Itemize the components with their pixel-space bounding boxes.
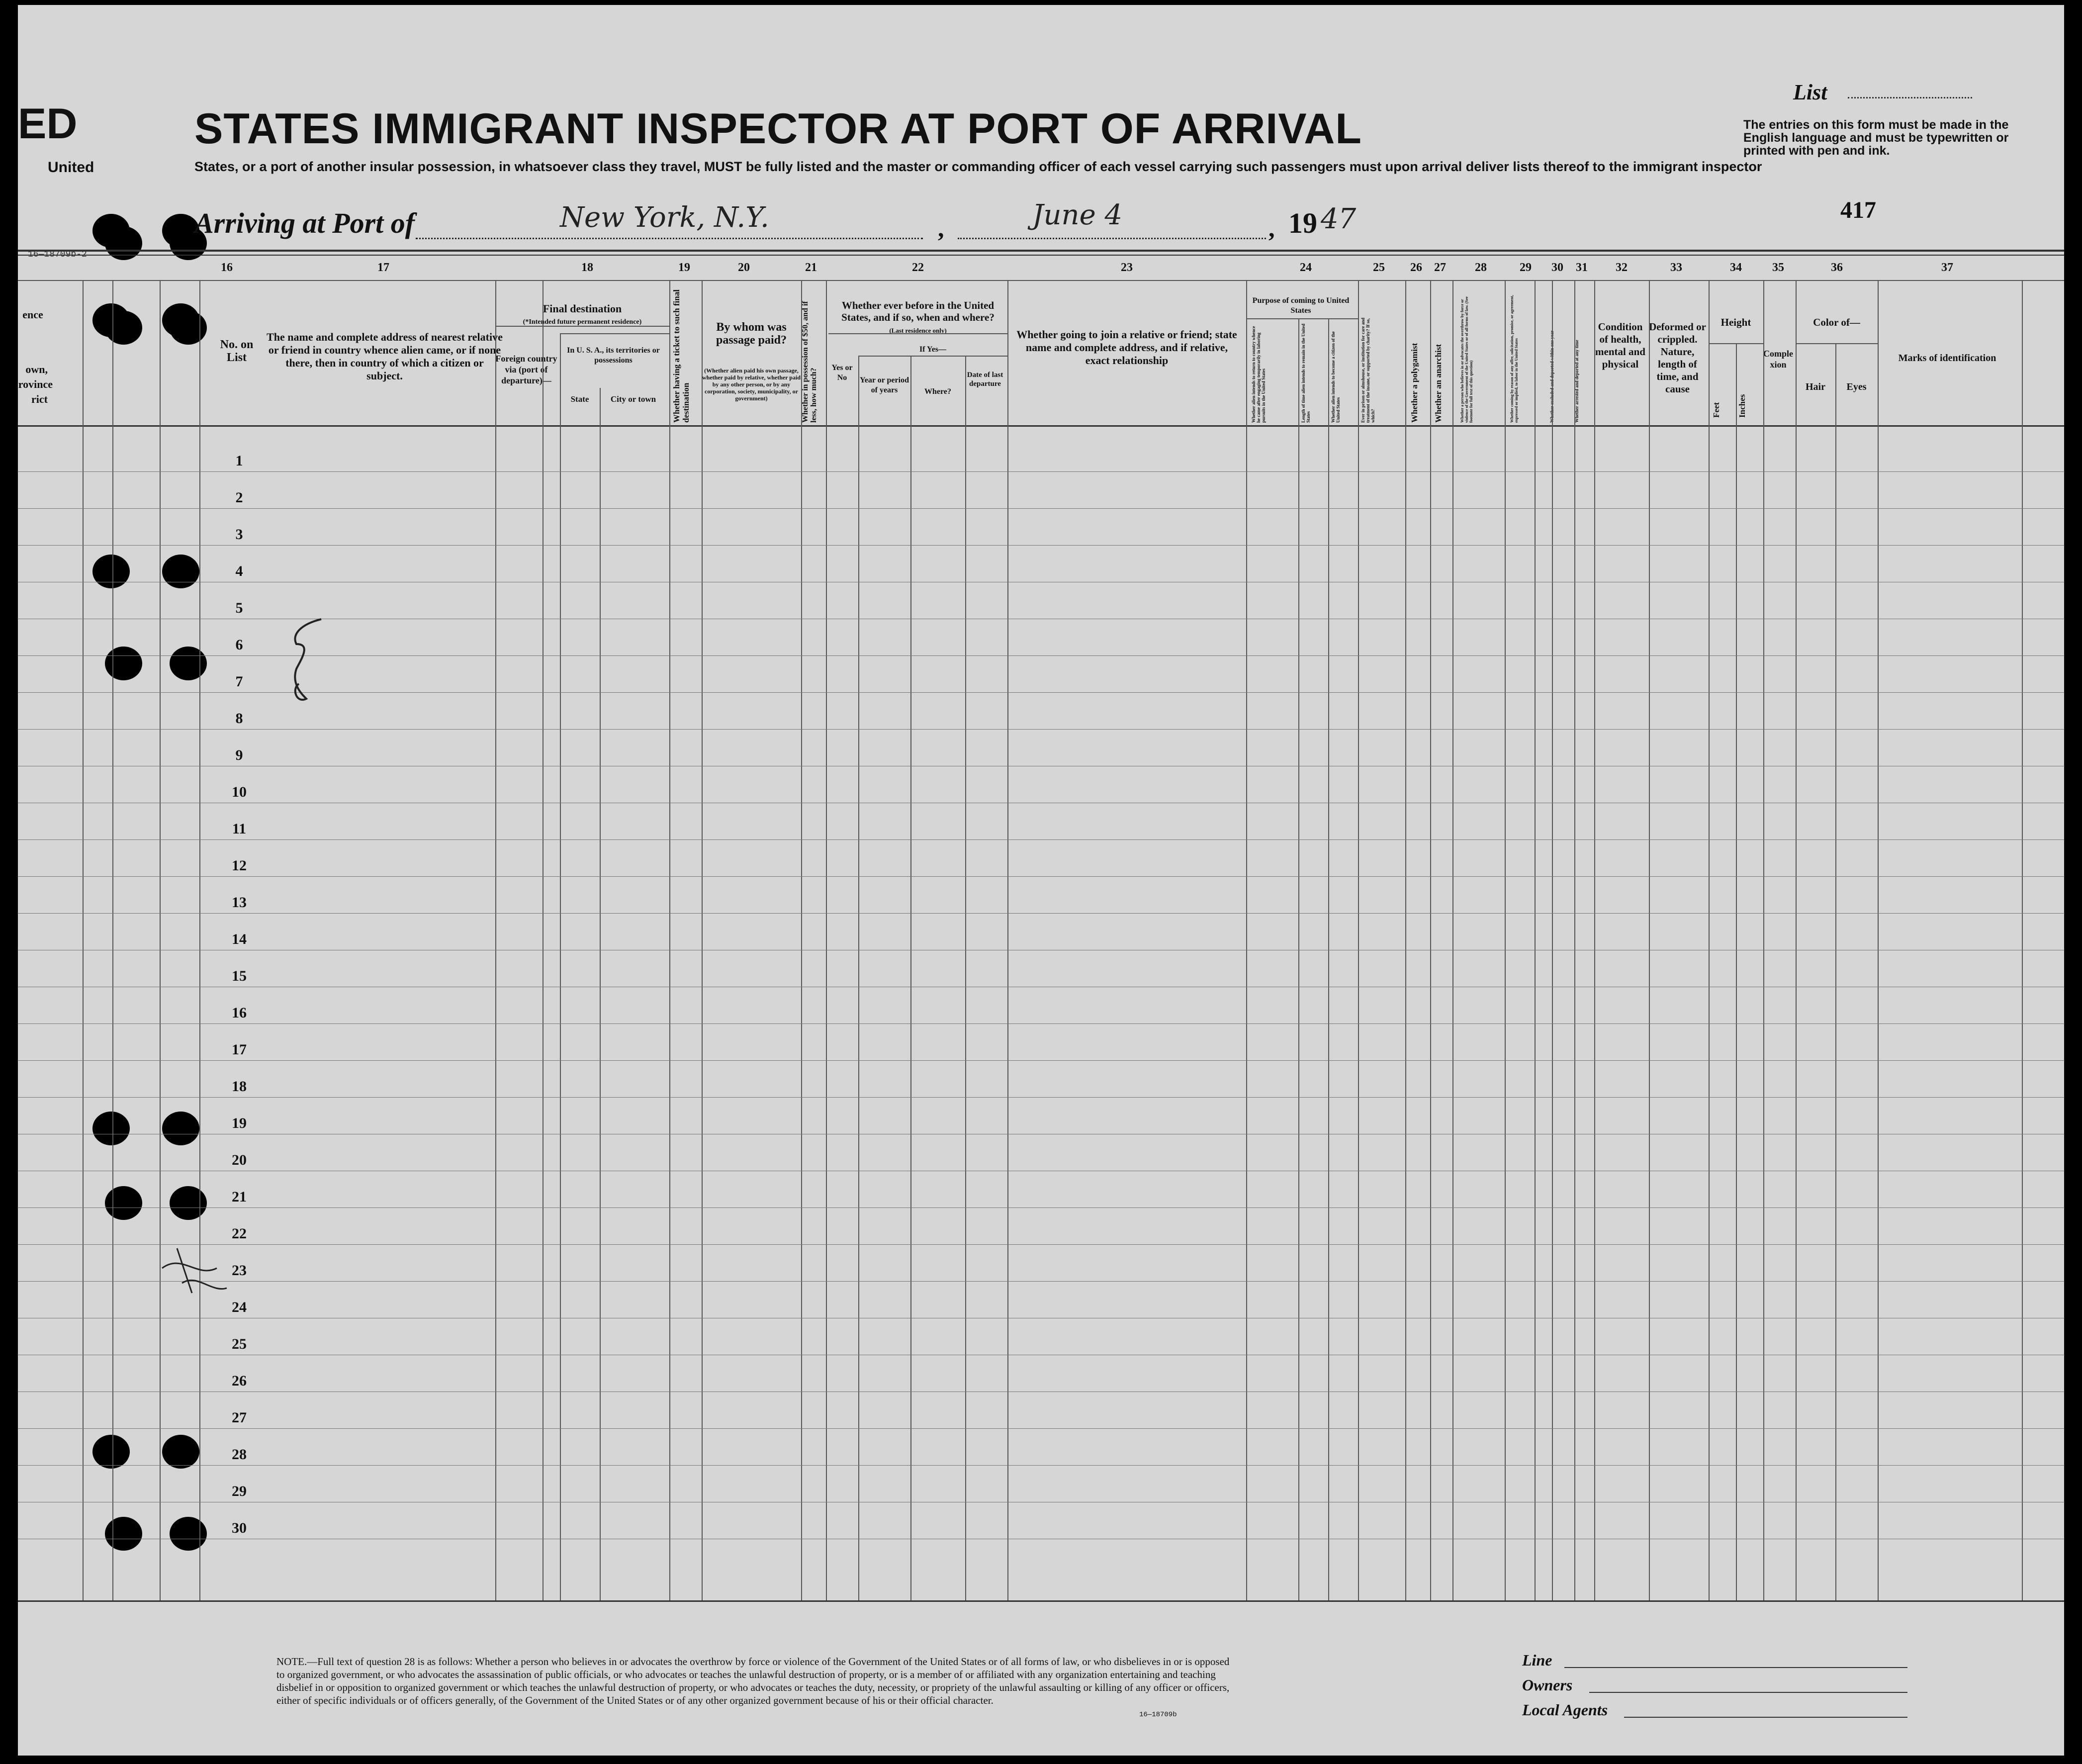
column-number-35: 35 bbox=[1772, 261, 1784, 274]
column-number-22: 22 bbox=[912, 261, 924, 274]
header-c18-city: City or town bbox=[610, 394, 656, 404]
header-c17: The name and complete address of nearest relative or friend in country whence alien came, or if none there, then in country of which a citizen or subject. bbox=[267, 331, 503, 382]
column-number-33: 33 bbox=[1670, 261, 1682, 274]
left-header-fragment-3: rovince bbox=[18, 378, 53, 390]
header-c32: Condition of health, mental and physical bbox=[1595, 321, 1645, 370]
header-c36-hair: Hair bbox=[1806, 381, 1825, 392]
footnote-q28: NOTE.—Full text of question 28 is as follows: Whether a person who believes in or advocates the overthrow by force or violence of the Government of the United States or of all forms of law, or who disbelieves in or is opposed to organized government, or who advocates the assassination of public officials, or who advocates or teaches the unlawful destruction of property, or is a member of or affiliated with any organization entertaining and teaching disbelief in or opposition to organized government or which teaches the unlawful destruction of property, or who advocates or teaches the duty, necessity, or propriety of the unlawful assaulting or killing of any officer or officers, either of specific individuals or of officers generally, of the Government of the United States or of any other organized government because of his or their official character. bbox=[276, 1656, 1230, 1706]
form-code-top: 16—18709b-2 bbox=[28, 250, 87, 260]
grid-vline bbox=[1878, 280, 1879, 1600]
grid-vline bbox=[1763, 280, 1764, 1600]
row-number: 16 bbox=[232, 1005, 247, 1021]
column-number-24: 24 bbox=[1300, 261, 1312, 274]
port-field-line bbox=[416, 238, 923, 239]
page-title: STATES IMMIGRANT INSPECTOR AT PORT OF ARRIVAL bbox=[194, 105, 1362, 153]
row-number: 23 bbox=[232, 1262, 247, 1279]
header-c18-title: Final destination bbox=[543, 302, 622, 315]
grid-vline bbox=[1358, 280, 1359, 1600]
header-c33: Deformed or crippled. Nature, length of time, and cause bbox=[1649, 321, 1706, 395]
grid-vline bbox=[560, 333, 561, 1600]
row-rule bbox=[18, 1060, 2064, 1061]
row-rule bbox=[18, 913, 2064, 914]
grid-vline bbox=[1649, 280, 1650, 1600]
column-number-27: 27 bbox=[1434, 261, 1446, 274]
left-header-fragment-2: own, bbox=[25, 363, 48, 375]
punch-hole bbox=[170, 647, 207, 680]
punch-hole bbox=[162, 555, 199, 588]
line-label: Line bbox=[1522, 1651, 1552, 1669]
punch-hole bbox=[170, 311, 207, 345]
handwritten-mark-2 bbox=[152, 1238, 232, 1303]
grid-vline bbox=[1430, 280, 1431, 1600]
grid-vline bbox=[1298, 318, 1299, 1600]
row-rule bbox=[18, 1281, 2064, 1282]
header-c36-eyes: Eyes bbox=[1846, 381, 1867, 392]
subheader-rule bbox=[858, 356, 1007, 357]
comma-2: , bbox=[1268, 214, 1275, 242]
column-number-30: 30 bbox=[1551, 261, 1563, 274]
row-number: 5 bbox=[235, 600, 243, 616]
row-rule bbox=[18, 876, 2064, 877]
header-c22-where: Where? bbox=[924, 387, 951, 396]
grid-vline bbox=[1535, 280, 1536, 1600]
row-number: 17 bbox=[232, 1041, 247, 1058]
agents-field bbox=[1624, 1717, 1907, 1718]
row-number: 8 bbox=[235, 710, 243, 727]
row-number: 28 bbox=[232, 1446, 247, 1463]
grid-vline bbox=[1246, 280, 1247, 1600]
row-number: 1 bbox=[235, 453, 243, 469]
grid-vline bbox=[2022, 280, 2023, 1600]
row-rule bbox=[18, 508, 2064, 509]
top-rule bbox=[18, 250, 2064, 252]
header-c20-sub: (Whether alien paid his own passage, whether paid by relative, whether paid by any other person, or by any corporation, society, municipality, or government) bbox=[702, 367, 801, 402]
left-header-fragment-1: ence bbox=[22, 308, 43, 321]
port-handwritten: New York, N.Y. bbox=[560, 201, 769, 234]
row-number: 20 bbox=[232, 1152, 247, 1168]
grid-vline bbox=[160, 280, 161, 1600]
column-number-34: 34 bbox=[1730, 261, 1742, 274]
header-c34-title: Height bbox=[1720, 316, 1751, 328]
column-number-21: 21 bbox=[805, 261, 817, 274]
grid-vline bbox=[858, 356, 859, 1600]
grid-vline bbox=[910, 356, 911, 1600]
subheader-rule bbox=[495, 326, 669, 327]
subheader-rule bbox=[1246, 318, 1358, 319]
header-c18-usa: In U. S. A., its territories or possessions bbox=[567, 346, 660, 365]
row-number: 24 bbox=[232, 1299, 247, 1315]
grid-vline bbox=[669, 280, 670, 1600]
header-c34-feet: Feet bbox=[1712, 402, 1721, 418]
grid-bottom-rule bbox=[18, 1600, 2064, 1602]
header-c28: Whether a person who believes in or advocates the overthrow by force or violence of the Government of the United States or of all forms of law. (See footnote for full text of this question) bbox=[1460, 296, 1473, 423]
row-rule bbox=[18, 1097, 2064, 1098]
form-code-bottom: 16—18709b bbox=[1139, 1711, 1177, 1719]
punch-hole bbox=[170, 1517, 207, 1551]
list-number-line bbox=[1848, 97, 1972, 98]
row-number: 22 bbox=[232, 1225, 247, 1242]
row-rule bbox=[18, 729, 2064, 730]
header-c18-foreign: Foreign country via (port of departure)— bbox=[495, 354, 557, 385]
row-rule bbox=[18, 1428, 2064, 1429]
row-number: 26 bbox=[232, 1373, 247, 1389]
subheader-rule bbox=[1796, 343, 1878, 344]
column-number-17: 17 bbox=[377, 261, 389, 274]
header-c22-years: Year or period of years bbox=[860, 376, 909, 394]
line-field bbox=[1564, 1667, 1907, 1668]
row-number: 29 bbox=[232, 1483, 247, 1499]
punch-hole bbox=[92, 555, 130, 588]
punch-hole bbox=[162, 1435, 199, 1469]
row-rule bbox=[18, 1207, 2064, 1208]
grid-vline bbox=[1796, 280, 1797, 1600]
header-c31: Whether arrested and deported at any time bbox=[1574, 340, 1579, 423]
column-number-32: 32 bbox=[1616, 261, 1628, 274]
punch-hole bbox=[105, 647, 142, 680]
grid-vline bbox=[1405, 280, 1406, 1600]
grid-vline bbox=[495, 280, 496, 1600]
agents-label: Local Agents bbox=[1522, 1701, 1608, 1719]
header-c22-yesno: Yes or No bbox=[831, 364, 853, 382]
header-c20-title: By whom was passage paid? bbox=[716, 321, 787, 347]
handwritten-mark-1 bbox=[281, 614, 341, 714]
grid-vline bbox=[1736, 343, 1737, 1600]
row-number: 14 bbox=[232, 931, 247, 947]
header-c21: Whether in possession of $50, and if less, how much? bbox=[801, 301, 818, 423]
column-number-16: 16 bbox=[221, 261, 233, 274]
grid-vline bbox=[1328, 318, 1329, 1600]
punch-hole bbox=[92, 1435, 130, 1469]
title-fragment: ED bbox=[18, 100, 78, 148]
header-c24-b: Length of time alien intends to remain in the United States bbox=[1301, 323, 1311, 423]
row-number: 25 bbox=[232, 1336, 247, 1352]
header-no-on-list: No. on List bbox=[220, 338, 254, 364]
punch-hole bbox=[170, 1186, 207, 1220]
header-c19: Whether having a ticket to such final destination bbox=[672, 289, 691, 423]
colnum-rule bbox=[18, 280, 2064, 281]
row-number: 13 bbox=[232, 894, 247, 911]
row-number: 27 bbox=[232, 1409, 247, 1426]
row-rule bbox=[18, 1244, 2064, 1245]
header-c25: Ever in prison or almshouse, or institution for care and treatment of the insane, or supported by charity? If so, which? bbox=[1360, 317, 1375, 423]
punch-hole bbox=[105, 311, 142, 345]
column-number-31: 31 bbox=[1576, 261, 1588, 274]
year-handwritten: 47 bbox=[1321, 203, 1357, 235]
owners-field bbox=[1589, 1692, 1907, 1693]
manifest-sheet bbox=[18, 5, 2064, 1756]
row-number: 9 bbox=[235, 747, 243, 763]
row-number: 18 bbox=[232, 1078, 247, 1095]
subheader-rule bbox=[1709, 343, 1763, 344]
grid-vline bbox=[1552, 280, 1553, 1600]
left-header-fragment-4: rict bbox=[31, 393, 48, 405]
grid-vline bbox=[801, 280, 802, 1600]
header-c27: Whether an anarchist bbox=[1434, 344, 1443, 423]
grid-vline bbox=[1709, 280, 1710, 1600]
year-printed: 19 bbox=[1288, 207, 1317, 239]
row-number: 15 bbox=[232, 968, 247, 984]
header-c18-state: State bbox=[570, 394, 589, 404]
column-number-19: 19 bbox=[678, 261, 690, 274]
row-number: 10 bbox=[232, 784, 247, 800]
grid-vline bbox=[702, 280, 703, 1600]
header-c26: Whether a polygamist bbox=[1410, 343, 1419, 423]
grid-vline bbox=[199, 280, 200, 1600]
comma: , bbox=[938, 214, 944, 242]
left-fragment-text: United bbox=[48, 159, 94, 176]
column-number-18: 18 bbox=[581, 261, 593, 274]
row-number: 2 bbox=[235, 489, 243, 506]
row-number: 6 bbox=[235, 637, 243, 653]
page-subtitle: States, or a port of another insular possession, in whatsoever class they travel, MUST be fully listed and the master or commanding officer of each vessel carrying such passengers must upon arrival deliver lists thereof to the immigrant inspector bbox=[194, 159, 1762, 174]
list-label: List bbox=[1793, 80, 1827, 104]
header-bottom-rule bbox=[18, 425, 2064, 427]
entries-note: The entries on this form must be made in the English language and must be typewritten or printed with pen and ink. bbox=[1743, 118, 2009, 158]
header-c34-inches: Inches bbox=[1737, 394, 1747, 418]
header-c18-sub: (*Intended future permanent residence) bbox=[523, 318, 642, 326]
column-number-29: 29 bbox=[1520, 261, 1532, 274]
punch-hole bbox=[162, 1112, 199, 1145]
header-c23: Whether going to join a relative or friend; state name and complete address, and if relative, exact relationship bbox=[1016, 328, 1237, 367]
column-number-25: 25 bbox=[1373, 261, 1385, 274]
punch-hole bbox=[92, 1112, 130, 1145]
grid-vline bbox=[600, 388, 601, 1600]
grid-vline bbox=[1007, 280, 1008, 1600]
header-c29: Whether coming by reason of any offer, solicitation, promise, or agreement, expressed or implied, to labor in the United States bbox=[1510, 295, 1519, 423]
grid-vline bbox=[965, 356, 966, 1600]
column-number-37: 37 bbox=[1941, 261, 1953, 274]
row-rule bbox=[18, 1023, 2064, 1024]
row-rule bbox=[18, 1465, 2064, 1466]
grid-vline bbox=[1574, 280, 1575, 1600]
subheader-rule bbox=[828, 333, 1007, 334]
subheader-rule bbox=[560, 333, 669, 334]
header-c22-date: Date of last departure bbox=[967, 371, 1003, 388]
header-c24-a: Whether alien intends to return to country whence he came after engaging temporarily in laboring pursuits in the United States bbox=[1251, 326, 1266, 423]
column-number-23: 23 bbox=[1121, 261, 1133, 274]
grid-vline bbox=[1594, 280, 1595, 1600]
row-number: 21 bbox=[232, 1189, 247, 1205]
date-field-line bbox=[958, 238, 1266, 239]
header-c35: Complexion bbox=[1763, 349, 1793, 370]
punch-hole bbox=[105, 1186, 142, 1220]
grid-vline bbox=[826, 280, 827, 1600]
owners-label: Owners bbox=[1522, 1676, 1573, 1694]
grid-vline bbox=[1505, 280, 1506, 1600]
date-handwritten: June 4 bbox=[1032, 199, 1123, 231]
punch-hole bbox=[105, 1517, 142, 1551]
header-c36-title: Color of— bbox=[1813, 316, 1860, 328]
row-number: 7 bbox=[235, 673, 243, 690]
row-rule bbox=[18, 471, 2064, 472]
row-number: 4 bbox=[235, 563, 243, 579]
header-c37: Marks of identification bbox=[1898, 353, 1996, 364]
grid-vline bbox=[112, 280, 113, 1600]
column-number-26: 26 bbox=[1410, 261, 1422, 274]
grid-vline bbox=[1452, 280, 1453, 1600]
column-number-36: 36 bbox=[1831, 261, 1843, 274]
header-c24-c: Whether alien intends to become a citizen of the United States bbox=[1331, 331, 1341, 423]
row-rule bbox=[18, 545, 2064, 546]
row-number: 19 bbox=[232, 1115, 247, 1131]
row-number: 11 bbox=[232, 821, 247, 837]
page-number: 417 bbox=[1840, 197, 1876, 223]
header-c22-ifyes: If Yes— bbox=[919, 345, 947, 354]
row-rule bbox=[18, 839, 2064, 840]
column-number-20: 20 bbox=[738, 261, 750, 274]
grid-vline bbox=[83, 280, 84, 1600]
column-number-28: 28 bbox=[1475, 261, 1487, 274]
grid-vline bbox=[1835, 343, 1836, 1600]
header-c22-sub: (Last residence only) bbox=[889, 327, 947, 334]
arriving-label: Arriving at Port of bbox=[194, 207, 415, 239]
row-number: 12 bbox=[232, 857, 247, 874]
header-c22-title: Whether ever before in the United States, and if so, when and where? bbox=[841, 299, 995, 323]
row-number: 3 bbox=[235, 526, 243, 543]
header-c24-title: Purpose of coming to United States bbox=[1252, 296, 1350, 315]
top-rule-2 bbox=[18, 255, 2064, 256]
header-c30: Whether excluded and deported within one year bbox=[1549, 330, 1554, 423]
row-number: 30 bbox=[232, 1520, 247, 1536]
